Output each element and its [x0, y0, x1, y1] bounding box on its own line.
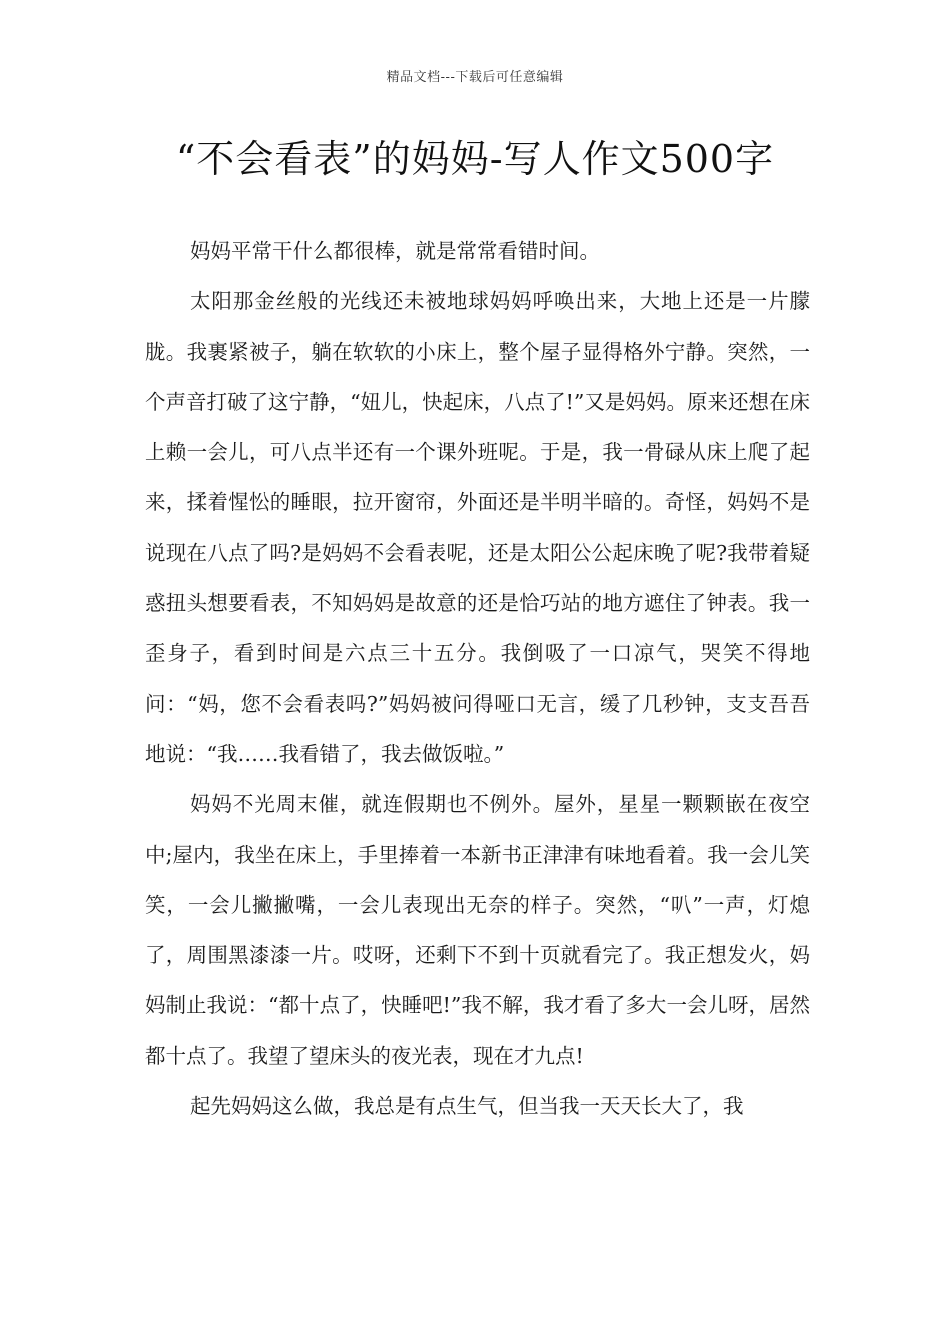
paragraph-1: 妈妈平常干什么都很棒，就是常常看错时间。 — [190, 239, 600, 263]
article-body — [145, 226, 810, 1131]
page-title: “不会看表”的妈妈-写人作文500字 — [175, 137, 775, 181]
page-header-watermark: 精品文档---下载后可任意编辑 — [386, 70, 564, 85]
paragraph-4: 起先妈妈这么做，我总是有点生气，但当我一天天长大了，我 — [190, 1094, 744, 1119]
paragraph-2: 太阳那金丝般的光线还未被地球妈妈呼唤出来，大地上还是一片朦胧。我裹紧被子，躺在软软的小床上，整个屋子显得格外宁静。突然，一个声音打破了这宁静，“妞儿，快起床，八点了!”又是妈妈。原来还想在床上赖一会儿，可八点半还有一个课外班呢。于是，我一骨碌从床上爬了起来，揉着惺忪的睡眼，拉开窗帘，外面还是半明半暗的。奇怪，妈妈不是说现在八点了吗?是妈妈不会看表呢，还是太阳公公起床晚了呢?我带着疑惑扭头想要看表，不知妈妈是故意的还是恰巧站的地方遮住了钟表。我一歪身子，看到时间是六点三十五分。我倒吸了一口凉气，哭笑不得地问：“妈，您不会看表吗?”妈妈被问得哑口无言，缓了几秒钟，支支吾吾地说：“我……我看错了，我去做饭啦。” — [145, 289, 810, 766]
paragraph-3: 妈妈不光周末催，就连假期也不例外。屋外，星星一颗颗嵌在夜空中;屋内，我坐在床上，手里捧着一本新书正津津有味地看着。我一会儿笑笑，一会儿撇撇嘴，一会儿表现出无奈的样子。突然，“叭”一声，灯熄了，周围黑漆漆一片。哎呀，还剩下不到十页就看完了。我正想发火，妈妈制止我说：“都十点了，快睡吧!”我不解，我才看了多大一会儿呀，居然都十点了。我望了望床头的夜光表，现在才九点! — [145, 792, 810, 1068]
